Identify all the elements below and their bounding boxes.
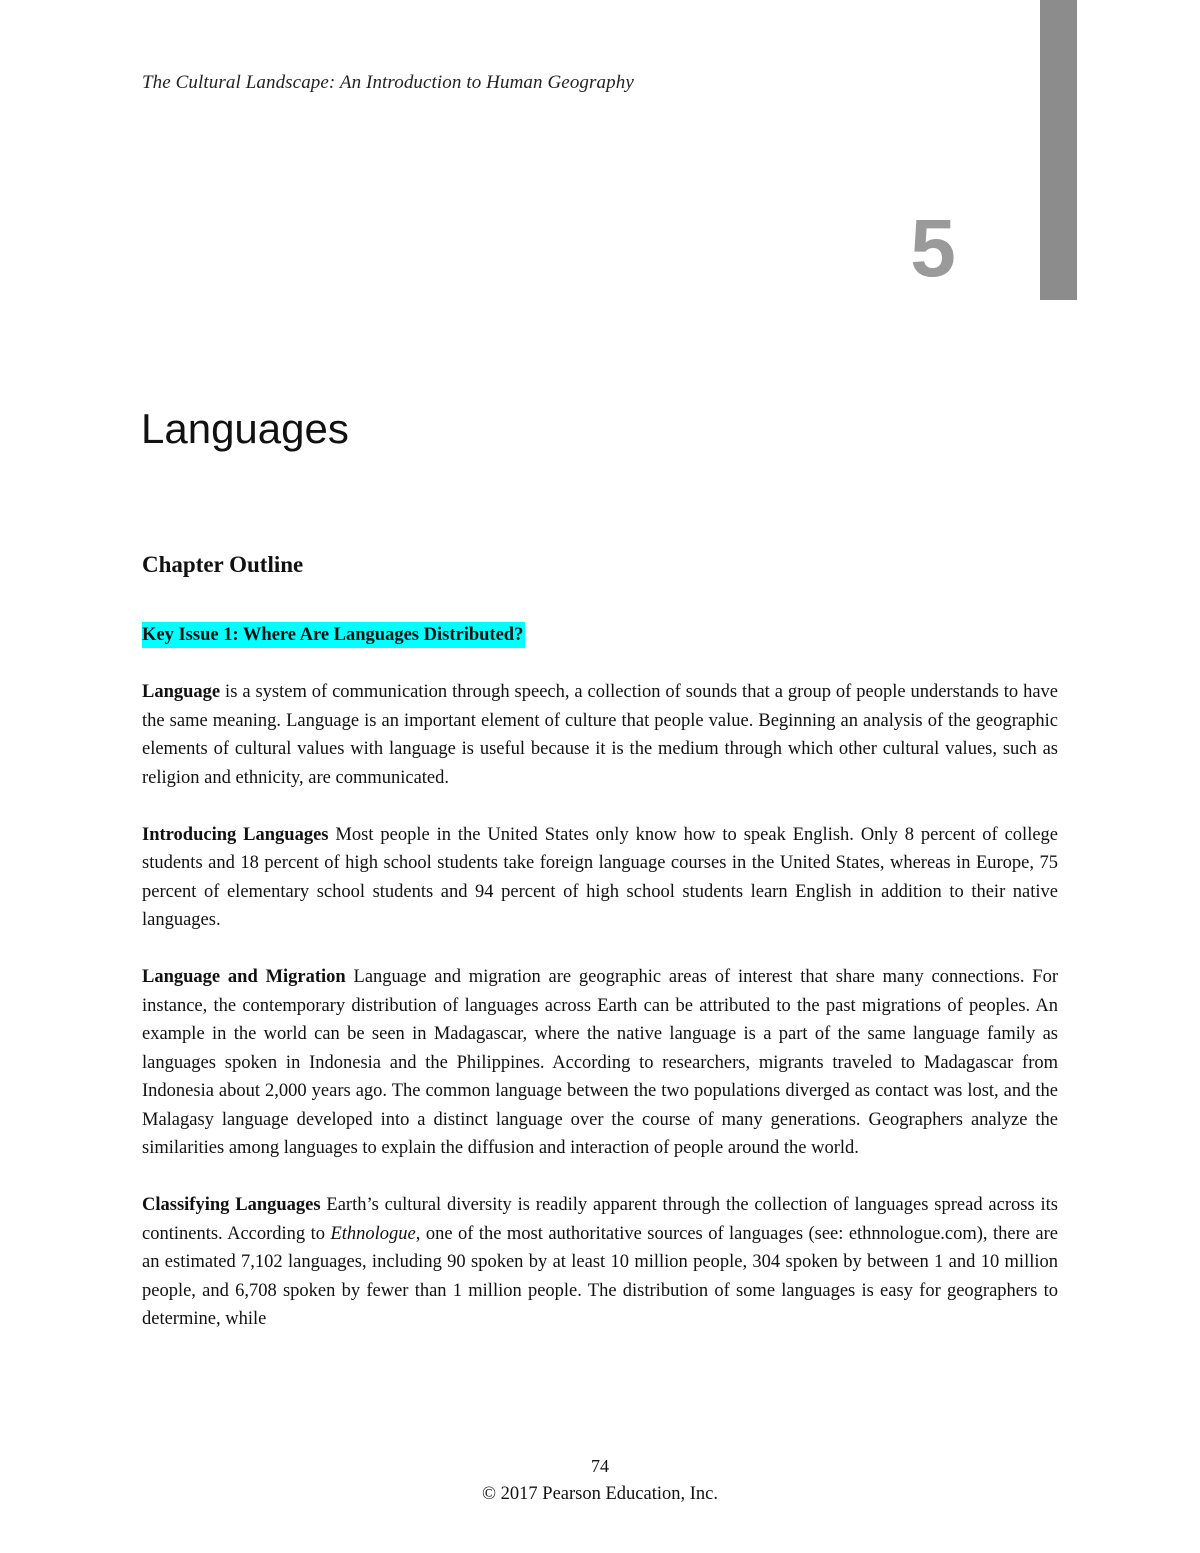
term-language: Language [142,682,221,702]
paragraph-language-and-migration [142,963,1058,1163]
paragraph-text: is a system of communication through speech, a collection of sounds that a group of people understands to have the same meaning. Language is an important element of culture that people value. Beginning an analysis of the geographic elements of cultural values with language is useful because it is the medium through which other cultural values, such as religion and ethnicity, are communicated. [142,682,1058,788]
running-header: The Cultural Landscape: An Introduction to Human Geography [142,72,634,93]
page-number: 74 [591,1456,609,1476]
ethnologue-title: Ethnologue [330,1223,416,1244]
chapter-outline-heading: Chapter Outline [142,552,304,577]
paragraph-classifying-languages [142,1191,1058,1334]
outline-content [142,621,1058,1362]
paragraph-introducing-languages [142,821,1058,935]
paragraph-text: Most people in the United States only know how to speak English. Only 8 percent of college students and 18 percent of high school students take foreign language courses in the United States, whereas in Europe, 75 percent of elementary school students and 94 percent of high school students learn English in addition to their native languages. [142,824,1059,930]
chapter-number: 5 [910,203,956,294]
chapter-bar [1040,0,1077,300]
paragraph-text: , one of the most authoritative sources of languages (see: ethnnologue.com), there are an estimated 7,102 languages, including 90 spoken by at least 10 million people, 304 spoken by between 1 and 10 million people, and 6,708 spoken by fewer than 1 million people. The distribution of some languages is easy for geographers to determine, while [142,1223,1058,1329]
paragraph-text: Earth’s cultural diversity is readily apparent through the collection of languages spread across its continents. According to [142,1195,1058,1244]
copyright-notice: © 2017 Pearson Education, Inc. [481,1484,718,1504]
chapter-title: Languages [141,405,349,452]
paragraph-language [142,678,1058,792]
term-introducing-languages: Introducing Languages [142,824,329,845]
term-classifying-languages: Classifying Languages [142,1195,321,1215]
term-language-and-migration: Language and Migration [142,967,346,987]
paragraph-text: Language and migration are geographic areas of interest that share many connections. For instance, the contemporary distribution of languages across Earth can be attributed to the past migrations of peoples. An example in the world can be seen in Madagascar, where the native language is a part of the same language family as languages spoken in Indonesia and the Philippines. According to researchers, migrants traveled to Madagascar from Indonesia about 2,000 years ago. The common language between the two populations diverged as contact was lost, and the Malagasy language developed into a distinct language over the course of many generations. Geographers analyze the similarities among languages to explain the diffusion and interaction of people around the world. [142,967,1059,1158]
key-issue-heading: Key Issue 1: Where Are Languages Distributed? [142,622,525,648]
